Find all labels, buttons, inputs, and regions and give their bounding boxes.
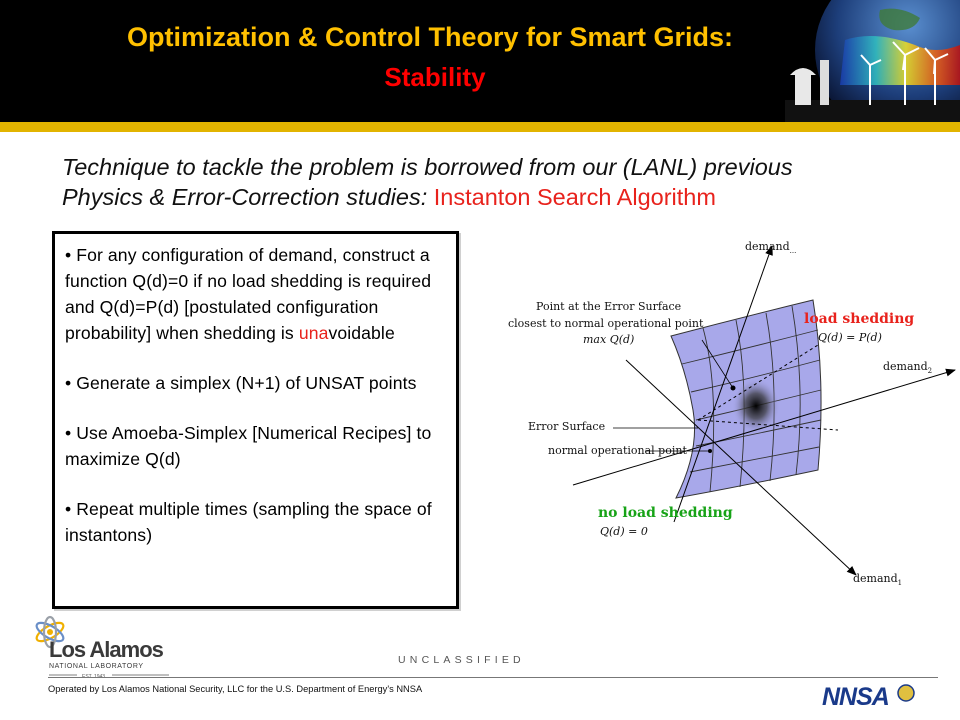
intro-highlight: Instanton Search Algorithm	[433, 184, 716, 210]
operated-by-text: Operated by Los Alamos National Security, LLC for the U.S. Department of Energy's NNSA	[48, 684, 423, 694]
error-surface-label: Error Surface	[528, 420, 606, 433]
no-load-eq: Q(d) = 0	[600, 525, 648, 538]
no-load-shedding-label: no load shedding	[598, 505, 733, 521]
bullet-3: • Use Amoeba-Simplex [Numerical Recipes] to maximize Q(d)	[65, 423, 432, 469]
lanl-logo	[32, 612, 177, 682]
intro-line-1: Technique to tackle the problem is borrowed from our (LANL) previous	[62, 154, 793, 180]
max-q-blob	[732, 378, 780, 434]
label-demand-1: demand$_1$	[853, 572, 903, 587]
slide-title: Optimization & Control Theory for Smart Grids:	[126, 22, 734, 52]
normal-point	[708, 449, 712, 453]
bullet-4: • Repeat multiple times (sampling the space of instantons)	[65, 499, 432, 545]
classification-label: UNCLASSIFIED	[398, 654, 525, 666]
intro-text	[62, 152, 922, 212]
point-label-3: max Q(d)	[583, 333, 635, 346]
header-earth-windmill-image	[785, 0, 960, 122]
logo-line-2: NATIONAL LABORATORY	[49, 663, 144, 670]
normal-point-label: normal operational point	[548, 444, 687, 457]
label-demand-2: demand$_2$	[883, 360, 933, 375]
label-demand-n: demand$_{...}$	[745, 240, 797, 255]
header-accent-bar	[0, 122, 960, 132]
bullet-box	[52, 231, 459, 609]
load-shedding-eq: Q(d) = P(d)	[818, 331, 882, 344]
footer-divider	[48, 677, 938, 678]
bullet-1-end: voidable	[328, 323, 395, 343]
slide-header	[0, 0, 960, 122]
point-label-1: Point at the Error Surface	[536, 300, 682, 313]
bullet-2: • Generate a simplex (N+1) of UNSAT points	[65, 373, 417, 393]
intro-line-2: Physics & Error-Correction studies:	[62, 184, 428, 210]
instanton-diagram	[488, 230, 960, 590]
nnsa-logo	[820, 681, 916, 709]
bullet-1-highlight: una	[298, 323, 329, 343]
load-shedding-label: load shedding	[804, 311, 915, 327]
slide-subtitle: Stability	[384, 62, 486, 92]
nnsa-text: NNSA	[822, 683, 889, 709]
bullet-1-text: • For any configuration of demand, construct a function Q(d)=0 if no load shedding is required and Q(d)=P(d) [postulated configuration probability] when shedding is	[65, 245, 432, 343]
max-q-point	[731, 386, 736, 391]
point-label-2: closest to normal operational point	[508, 317, 704, 330]
bullet-1	[65, 242, 448, 346]
logo-line-1: Los Alamos	[49, 637, 163, 662]
